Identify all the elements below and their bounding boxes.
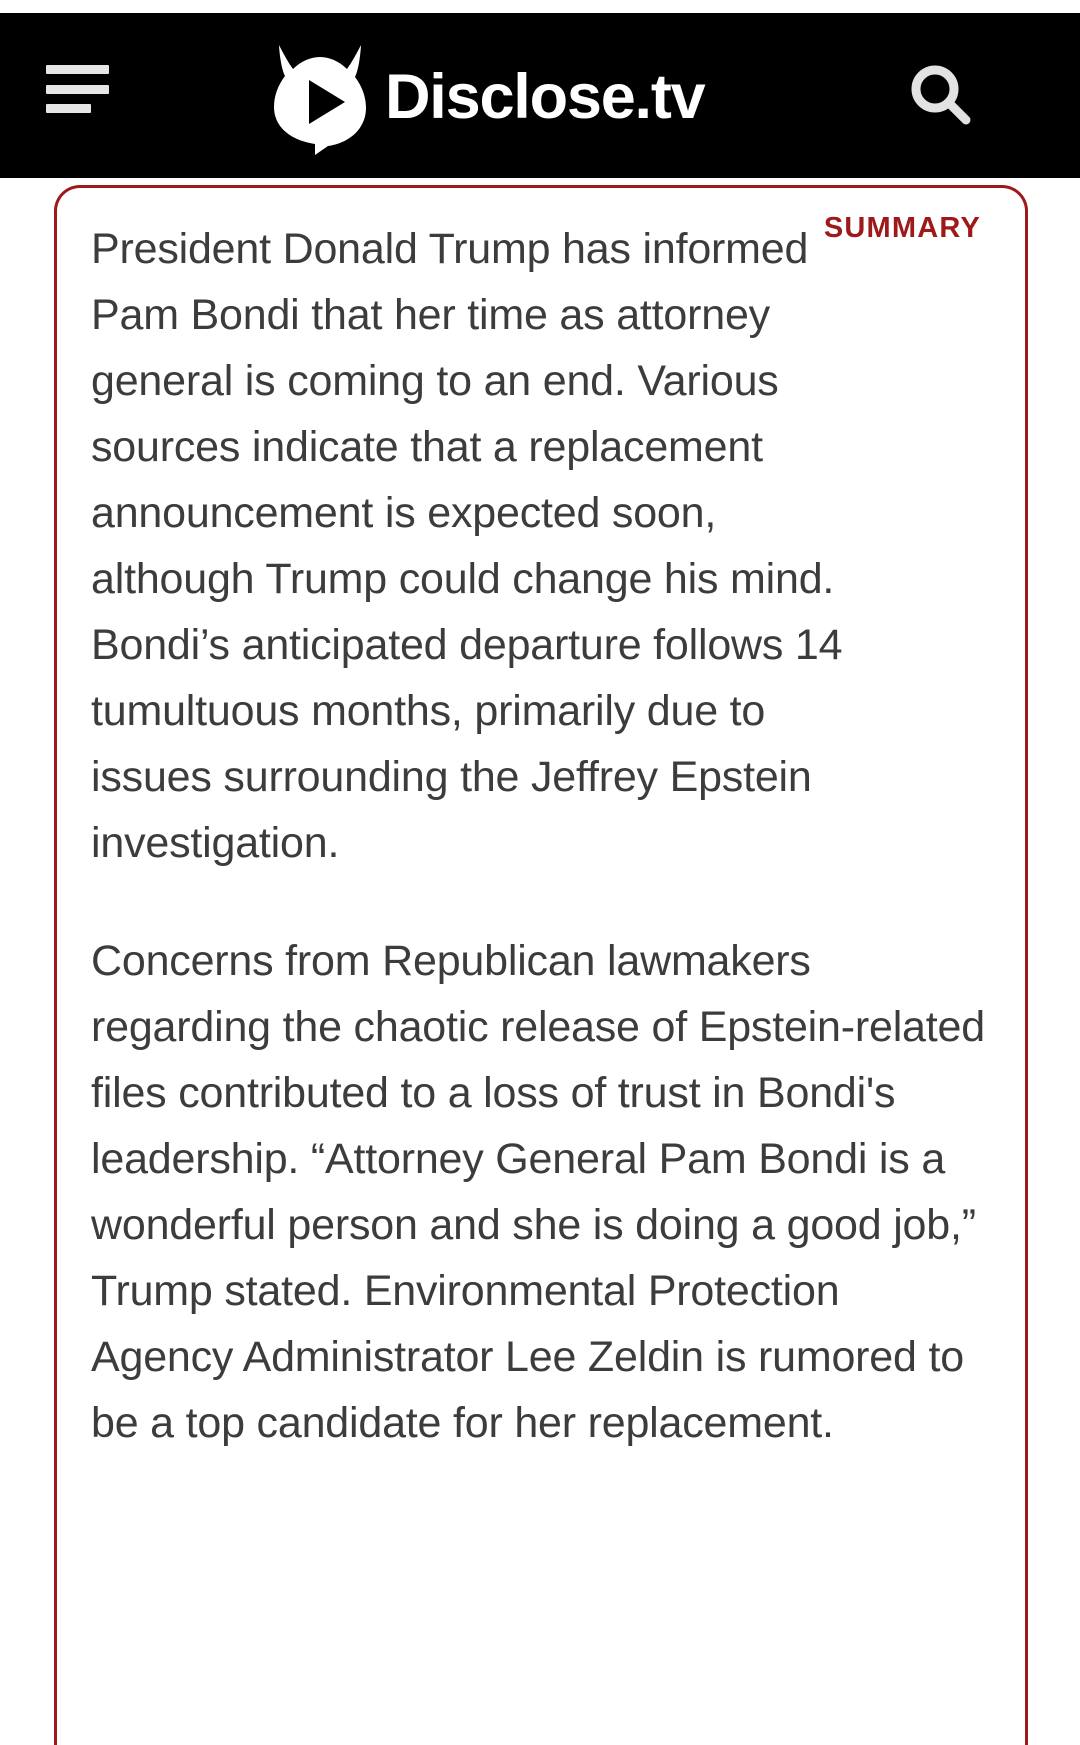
hamburger-bar-2: [46, 85, 109, 94]
disclose-devil-play-icon: [265, 39, 369, 155]
summary-paragraph-1: President Donald Trump has informed Pam Bondi that her time as attorney general is coming to an end. Various sources indicate that a replacement announcement is expected soon, although Trump could change his mind. Bondi’s anticipated departure follows 14 tumultuous months, primarily due to issues surrounding the Jeffrey Epstein investigation.: [91, 225, 843, 867]
hamburger-icon[interactable]: [46, 65, 109, 113]
hamburger-bar-3: [46, 104, 91, 113]
brand-name: Disclose.tv: [385, 61, 705, 132]
summary-card: [54, 185, 1028, 1745]
brand-logo-link[interactable]: [265, 39, 704, 155]
site-header: [0, 13, 1080, 178]
summary-paragraph-2: Concerns from Republican lawmakers regarding the chaotic release of Epstein-related files contributed to a loss of trust in Bondi's leadership. “Attorney General Pam Bondi is a wonderful person and she is doing a good job,” Trump stated. Environmental Protection Agency Administrator Lee Zeldin is rumored to be a top candidate for her replacement.: [91, 937, 985, 1447]
summary-label: SUMMARY: [823, 212, 981, 244]
status-bar-strip: [0, 0, 1080, 13]
hamburger-bar-1: [46, 65, 109, 74]
search-icon[interactable]: [907, 61, 975, 129]
